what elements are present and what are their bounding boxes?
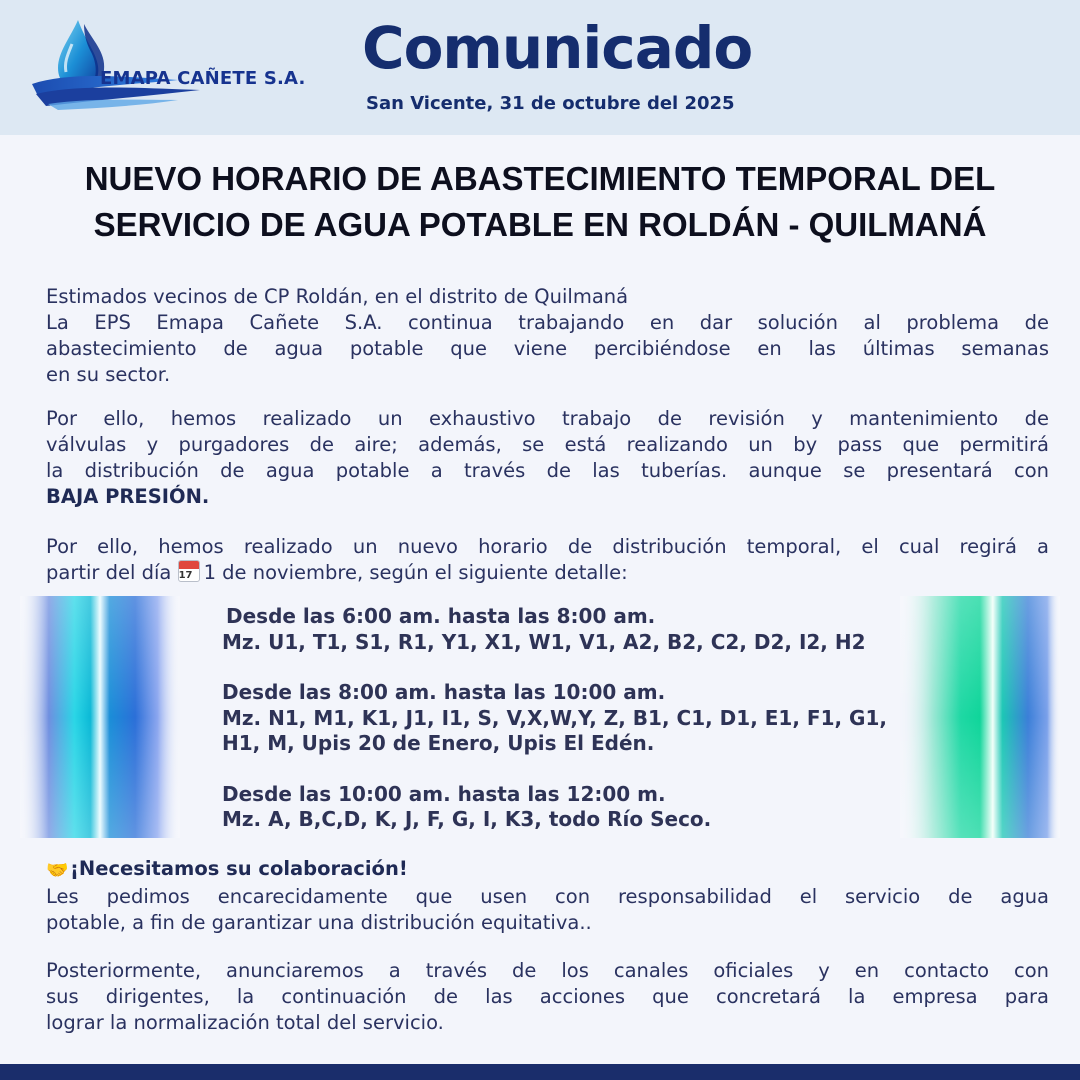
distribution-schedule [222,604,902,858]
paragraph-line: Por ello, hemos realizado un nuevo horario de distribución temporal, el cual regirá a [46,535,1049,558]
headline [40,156,1040,248]
paragraph-line: Estimados vecinos de CP Roldán, en el distrito de Quilmaná [46,285,629,308]
schedule-blocks-list: H1, M, Upis 20 de Enero, Upis El Edén. [222,731,655,755]
paragraph-text: 1 de noviembre, según el siguiente detalle: [203,561,628,584]
schedule-block [222,604,902,655]
page-title: Comunicado [362,14,753,82]
schedule-blocks-list: Mz. A, B,C,D, K, J, F, G, I, K3, todo Río Seco. [222,807,712,831]
schedule-time: Desde las 8:00 am. hasta las 10:00 am. [222,680,666,704]
schedule-time: Desde las 6:00 am. hasta las 8:00 am. [226,604,656,628]
paragraph-line: válvulas y purgadores de aire; además, se está realizando un by pass que permitirá [46,433,1049,456]
left-light-decoration [20,596,180,838]
paragraph-line: La EPS Emapa Cañete S.A. continua trabajando en dar solución al problema de [46,311,1049,334]
company-logo [28,14,308,114]
paragraph-line: Por ello, hemos realizado un exhaustivo trabajo de revisión y mantenimiento de [46,407,1049,430]
paragraph-line: Posteriormente, anunciaremos a través de los canales oficiales y en contacto con [46,959,1049,982]
paragraph-line: abastecimiento de agua potable que viene percibiéndose en las últimas semanas [46,337,1049,360]
calendar-icon [178,560,200,582]
collaboration-paragraph [46,856,1049,936]
logo-wordmark: EMAPA CAÑETE S.A. [100,68,306,89]
footer-bar [0,1064,1080,1080]
schedule-block [222,680,902,757]
right-light-decoration [900,596,1060,838]
headline-line: NUEVO HORARIO DE ABASTECIMIENTO TEMPORAL DEL [84,160,996,197]
schedule-intro-paragraph [46,534,1049,586]
paragraph-line: lograr la normalización total del servicio. [46,1011,444,1034]
schedule-blocks-list: Mz. N1, M1, K1, J1, I1, S, V,X,W,Y, Z, B1, C1, D1, E1, F1, G1, [222,705,887,730]
calendar-icon-day: 17 [178,570,193,581]
paragraph-line: sus dirigentes, la continuación de las acciones que concretará la empresa para [46,985,1049,1008]
paragraph-line: Les pedimos encarecidamente que usen con responsabilidad el servicio de agua [46,885,1049,908]
low-pressure-emphasis: BAJA PRESIÓN. [46,485,210,508]
paragraph-line [46,484,1049,510]
collaboration-title: ¡Necesitamos su colaboración! [70,857,408,880]
maintenance-paragraph [46,406,1049,510]
handshake-icon: 🤝 [46,860,69,881]
headline-line: SERVICIO DE AGUA POTABLE EN ROLDÁN - QUILMANÁ [93,206,987,243]
header-banner [0,0,1080,135]
paragraph-line: la distribución de agua potable a través de las tuberías. aunque se presentará con [46,459,1049,482]
schedule-block [222,782,902,833]
paragraph-line [46,560,1049,586]
schedule-blocks-list: Mz. U1, T1, S1, R1, Y1, X1, W1, V1, A2, B2, C2, D2, I2, H2 [222,629,866,654]
paragraph-text: partir del día [46,561,172,584]
water-drop-logo-icon [28,14,308,114]
paragraph-line: potable, a fin de garantizar una distribución equitativa.. [46,911,592,934]
collaboration-title-line [46,856,1049,884]
paragraph-line: en su sector. [46,363,171,386]
date-line: San Vicente, 31 de octubre del 2025 [366,93,735,114]
closing-paragraph [46,958,1049,1036]
schedule-time: Desde las 10:00 am. hasta las 12:00 m. [222,781,666,806]
intro-paragraph [46,284,1049,388]
